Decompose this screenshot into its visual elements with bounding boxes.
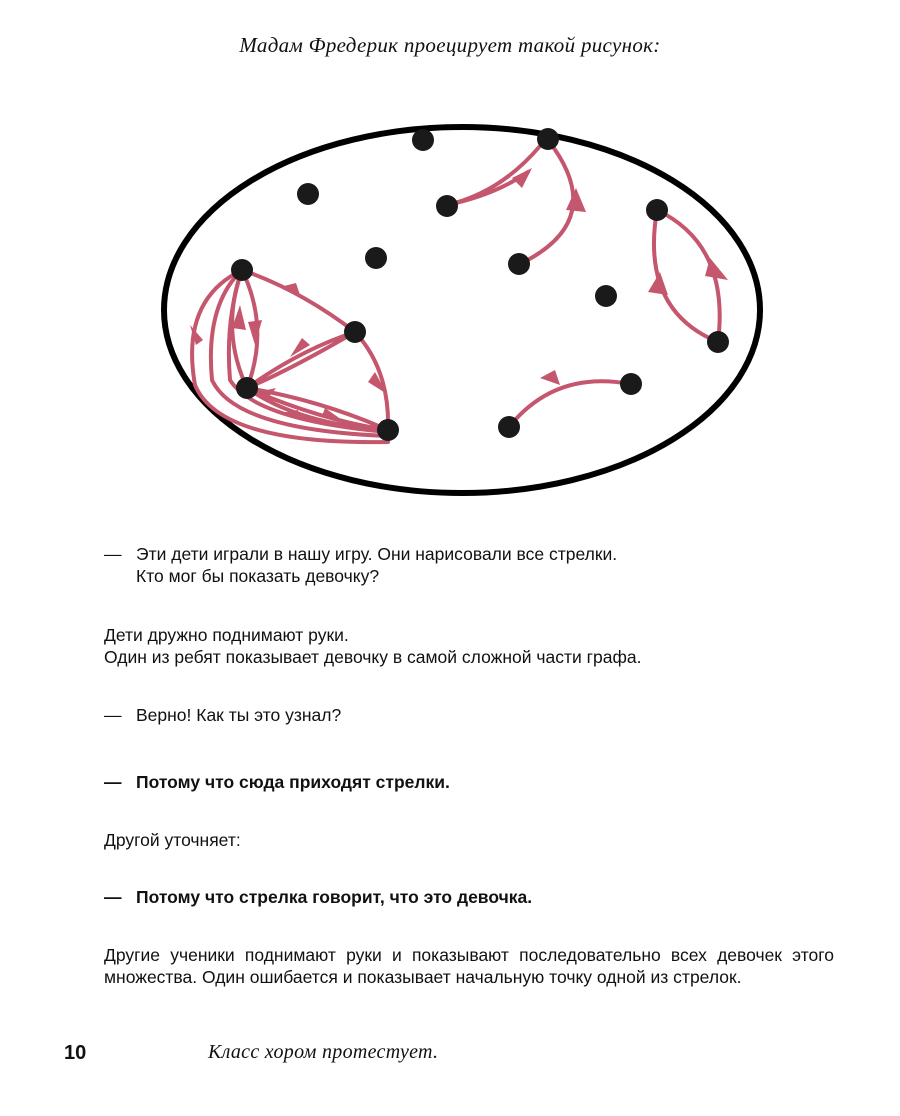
answer-2-line [104,886,532,908]
page-number: 10 [64,1042,87,1064]
dot-7 [508,253,530,275]
dot-11 [498,416,520,438]
question-dash: — [104,705,122,725]
question-text: Верно! Как ты это узнал? [136,705,342,725]
dot-14 [236,377,258,399]
set-graph-figure [0,0,900,520]
narration-2: Другой уточняет: [104,830,241,850]
dot-6 [436,195,458,217]
narration-1-line-1: Дети дружно поднимают руки. [104,625,349,645]
dot-9 [707,331,729,353]
dot-15 [377,419,399,441]
dot-1 [412,129,434,151]
arrowhead-6 [248,320,262,345]
dot-13 [344,321,366,343]
dialog-1-line-2: Кто мог бы показать девочку? [136,566,380,586]
narration-3: Другие ученики поднимают руки и показывают последовательно всех девочек этого множества. Один ошибается и показывает начальную точку одной из стрелок. [104,945,834,987]
narration-1 [104,624,834,668]
answer-2-dash: — [104,887,122,907]
dot-2 [297,183,319,205]
dot-5 [537,128,559,150]
arrowhead-4 [648,272,668,295]
intro-caption: Мадам Фредерик проецирует такой рисунок: [239,33,661,57]
footer-text: Класс хором протестует. [208,1041,439,1063]
dialog-1-line-1: Эти дети играли в нашу игру. Они нарисовали все стрелки. [136,544,618,564]
arrowhead-5 [540,370,560,385]
answer-1-line [104,771,450,793]
arrow-g-to-h [509,381,630,427]
dot-3 [365,247,387,269]
answer-1-text: Потому что сюда приходят стрелки. [136,772,450,792]
dot-4 [595,285,617,307]
answer-1-dash: — [104,772,122,792]
arrowhead-2 [566,188,586,212]
dialog-1 [104,543,617,587]
dot-12 [231,259,253,281]
question-line [104,704,341,726]
dot-10 [620,373,642,395]
answer-2-text: Потому что стрелка говорит, что это девочка. [136,887,533,907]
dot-8 [646,199,668,221]
narration-1-line-2: Один из ребят показывает девочку в самой сложной части графа. [104,647,642,667]
dialog-1-dash: — [104,544,122,564]
